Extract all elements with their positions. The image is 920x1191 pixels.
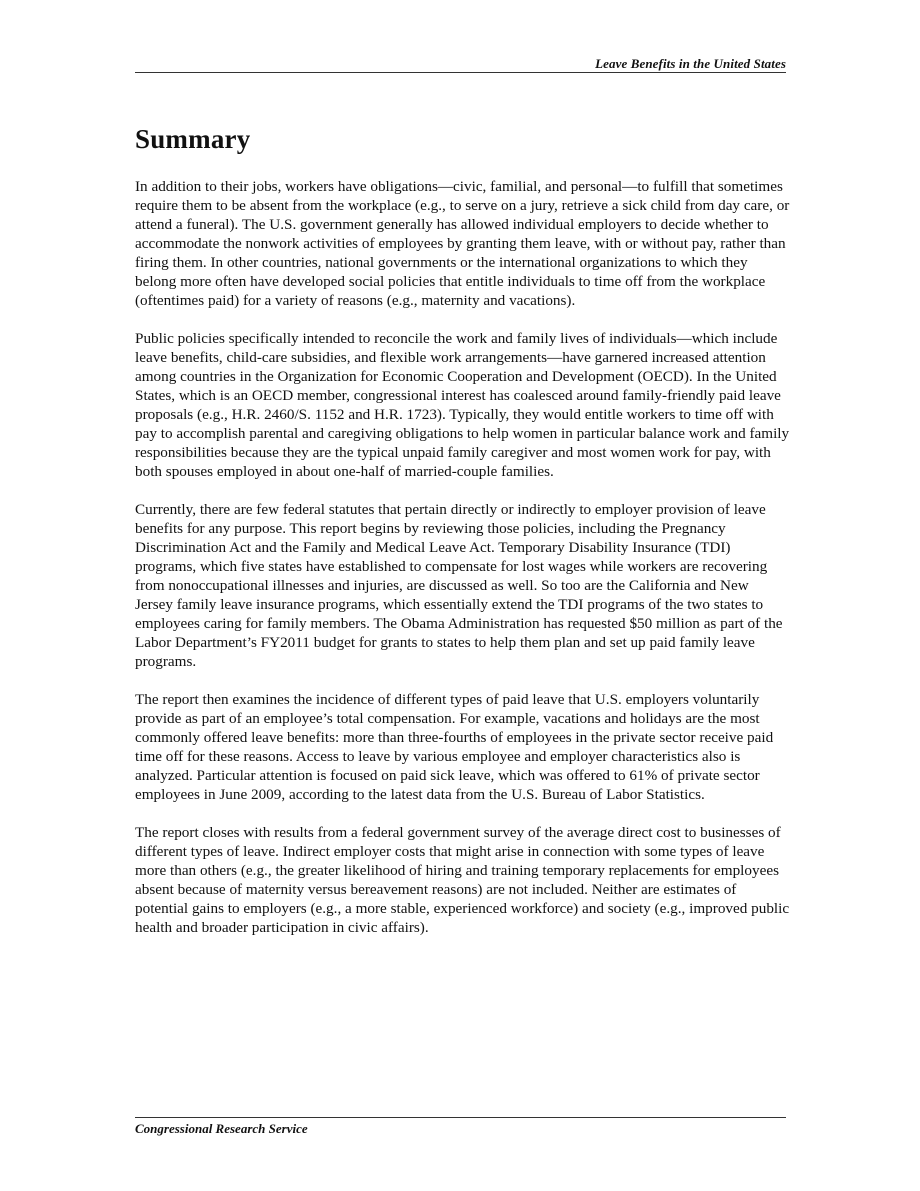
header-divider [135, 72, 786, 73]
paragraph-paid-leave-incidence: The report then examines the incidence of different types of paid leave that U.S. employers voluntarily provide as part of an employee’s total compensation. For example, vacations and holidays are the most commonly offered leave benefits: more than three-fourths of employees in the private sector receive paid time off for these reasons. Access to leave by various employee and employer characteristics also is analyzed. Particular attention is focused on paid sick leave, which was offered to 61% of private sector employees in June 2009, according to the latest data from the U.S. Bureau of Labor Statistics. [135, 691, 774, 803]
footer-publisher: Congressional Research Service [135, 1121, 308, 1136]
paragraph-survey-costs: The report closes with results from a federal government survey of the average direct cost to businesses of different types of leave. Indirect employer costs that might arise in connection with some types of leave more than others (e.g., the greater likelihood of hiring and training temporary replacements for employees absent because of maternity versus bereavement reasons) are not included. Neither are estimates of potential gains to employers (e.g., a more stable, experienced workforce) and society (e.g., improved public health and broader participation in civic affairs). [135, 824, 790, 936]
footer-divider [135, 1117, 786, 1118]
running-header: Leave Benefits in the United States [595, 56, 786, 71]
summary-body [135, 177, 790, 956]
paragraph-obligations: In addition to their jobs, workers have obligations—civic, familial, and personal—to fulfill that sometimes require them to be absent from the workplace (e.g., to serve on a jury, retrieve a sick child from day care, or attend a funeral). The U.S. government generally has allowed individual employers to decide whether to accommodate the nonwork activities of employees by granting them leave, with or without pay, rather than firing them. In other countries, national governments or the international organizations to which they belong more often have developed social policies that entitle individuals to time off from the workplace (oftentimes paid) for a variety of reasons (e.g., maternity and vacations). [135, 178, 790, 309]
page-title: Summary [135, 124, 251, 154]
paragraph-federal-statutes: Currently, there are few federal statutes that pertain directly or indirectly to employer provision of leave benefits for any purpose. This report begins by reviewing those policies, including the Pregnancy Discrimination Act and the Family and Medical Leave Act. Temporary Disability Insurance (TDI) programs, which five states have established to compensate for lost wages while workers are recovering from nonoccupational illnesses and injuries, are discussed as well. So too are the California and New Jersey family leave insurance programs, which essentially extend the TDI programs of the two states to employees caring for family members. The Obama Administration has requested $50 million as part of the Labor Department’s FY2011 budget for grants to states to help them plan and set up paid family leave programs. [135, 501, 783, 670]
paragraph-public-policies: Public policies specifically intended to reconcile the work and family lives of individuals—which include leave benefits, child-care subsidies, and flexible work arrangements—have garnered increased attention among countries in the Organization for Economic Cooperation and Development (OECD). In the United States, which is an OECD member, congressional interest has coalesced around family-friendly paid leave proposals (e.g., H.R. 2460/S. 1152 and H.R. 1723). Typically, they would entitle workers to time off with pay to accomplish parental and caregiving obligations to help women in particular balance work and family responsibilities because they are the typical unpaid family caregiver and most women work for pay, with both spouses employed in about one-half of married-couple families. [135, 330, 790, 480]
